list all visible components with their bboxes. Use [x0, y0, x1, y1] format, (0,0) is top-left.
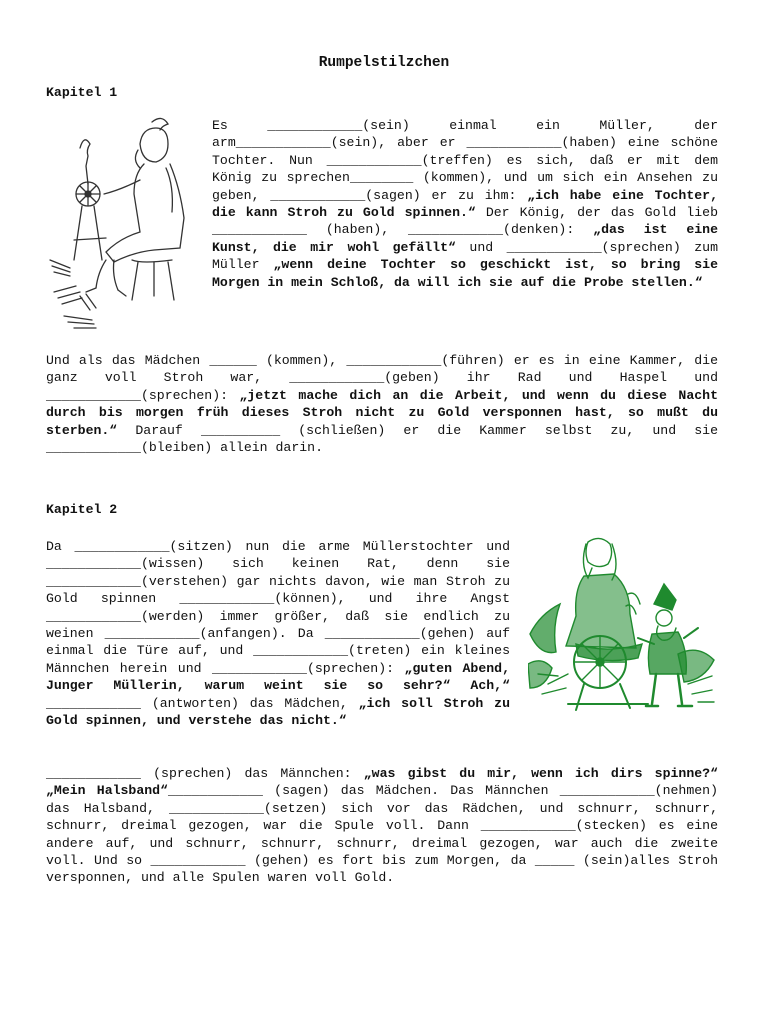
- quoted-speech: „was gibst du mir, wenn ich dirs spinne?“ „Mein Halsband“: [46, 766, 718, 799]
- text-run: Da ____________(sitzen) nun die arme Müllerstochter und ____________(wissen) sich keinen Rat, denn sie ____________(verstehen) gar nichts davon, wie man Stroh zu Gold spinnen ____________(können), und ihre Angst ____________(werden) immer größer, daß sie endlich zu weinen ____________(anfangen). Da ____________(gehen) auf einmal die Türe auf, und ____________(treten) ein kleines Männchen herein und ____________(sprechen):: [46, 539, 510, 676]
- chapter-2-heading: Kapitel 2: [46, 502, 118, 517]
- page-title: Rumpelstilzchen: [318, 55, 450, 71]
- chapter-2-paragraph-2: [46, 765, 718, 887]
- quoted-speech: „ich habe eine Tochter, die kann Stroh zu Gold spinnen.“: [212, 187, 718, 221]
- chapter-1-paragraph-1: [212, 117, 718, 291]
- text-run: Der König, der das Gold lieb ____________ (haben), ____________(denken):: [212, 205, 718, 238]
- quoted-speech: „das ist eine Kunst, die mir wohl gefällt“: [212, 222, 718, 255]
- text-run: und ____________(sprechen) zum Müller: [212, 239, 718, 273]
- chapter-2-paragraph-1: [46, 538, 510, 729]
- quoted-speech: „ich soll Stroh zu Gold spinnen, und verstehe das nicht.“: [46, 695, 510, 729]
- text-run: Darauf __________ (schließen) er die Kammer selbst zu, und sie ____________(bleiben) allein darin.: [46, 422, 718, 456]
- quoted-speech: „guten Abend, Junger Müllerin, warum weint sie so sehr?“ Ach,“: [46, 660, 510, 694]
- text-run: ____________ (sprechen) das Männchen:: [46, 766, 364, 781]
- text-run: ____________ (sagen) das Mädchen. Das Männchen ____________(nehmen) das Halsband, ____________(setzen) sich vor das Rädchen, und schnurr, schnurr, schnurr, dreimal gezogen, war die Spule voll. Dann ____________(stecken) es eine andere auf, und schnurr, schnurr, schnurr, dreimal gezogen, war auch die zweite voll. Und so ____________ (gehen) es fort bis zum Morgen, da _____ (sein)alles Stroh versponnen, und alle Spulen waren voll Gold.: [46, 783, 718, 886]
- quoted-speech: „wenn deine Tochter so geschickt ist, so bring sie Morgen in mein Schloß, da will ich sie auf die Probe stellen.“: [212, 257, 718, 290]
- girl-and-dwarf-at-spinning-wheel-illustration: [528, 534, 718, 716]
- chapter-1-paragraph-2: [46, 352, 718, 456]
- chapter-1-heading: Kapitel 1: [46, 85, 118, 100]
- text-run: Es ____________(sein) einmal ein Müller, der arm____________(sein), aber er ____________(haben) eine schöne Tochter. Nun ____________(treffen) es sich, daß er mit dem König zu sprechen________ (kommen), und um sich ein Ansehen zu geben, ____________(sagen) er zu ihm:: [212, 118, 718, 203]
- text-run: Und als das Mädchen ______ (kommen), ____________(führen) er es in eine Kammer, die ganz voll Stroh war, ____________(geben) ihr Rad und Haspel und ____________(sprechen):: [46, 353, 718, 403]
- quoted-speech: „jetzt mache dich an die Arbeit, und wenn du diese Nacht durch bis morgen früh dieses Stroh nicht zu Gold versponnen hast, so mußt du sterben.“: [46, 387, 718, 438]
- text-run: ____________ (antworten) das Mädchen,: [46, 695, 359, 711]
- girl-at-spinning-wheel-illustration: [44, 110, 200, 332]
